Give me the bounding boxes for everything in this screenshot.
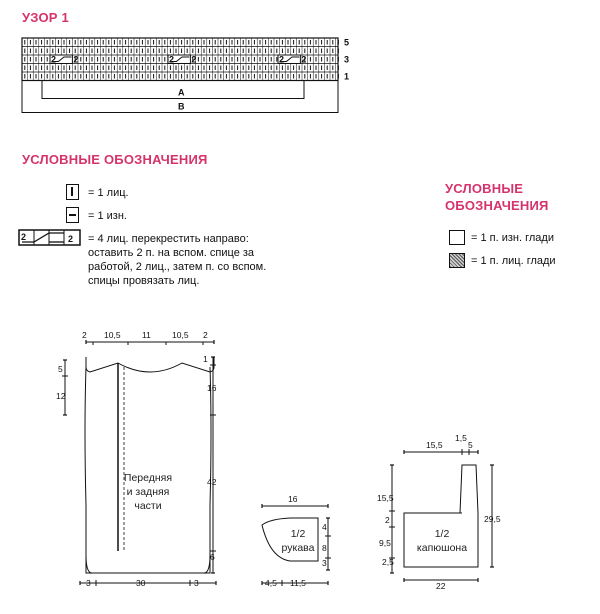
chart-row-number: 1	[344, 71, 350, 82]
cable-cross-symbol	[18, 229, 82, 247]
cable-cross-num: 2	[51, 54, 57, 65]
cable-cross-num: 2	[169, 54, 175, 65]
body-dim-top-2: 11	[142, 330, 151, 340]
knit-stitch-symbol	[66, 184, 79, 200]
body-label-2: и задняя	[126, 486, 170, 498]
stockinette-symbol	[449, 253, 465, 268]
body-dim-right-2: 42	[207, 477, 217, 487]
bracket-b-label: B	[178, 101, 185, 112]
cable-label-right: 2	[68, 234, 74, 244]
body-dim-bottom-2: 3	[194, 578, 199, 588]
cable-cross-num: 2	[279, 54, 285, 65]
body-dim-top-0: 2	[82, 330, 87, 340]
hood-label-1: 1/2	[434, 528, 450, 540]
body-piece-outline	[85, 357, 214, 573]
hood-dim-top-0: 15,5	[426, 440, 443, 450]
body-dim-bottom-1: 30	[136, 578, 146, 588]
chart-row-number: 5	[344, 37, 350, 48]
body-label-1: Передняя	[123, 472, 173, 484]
hood-dim-top-2: 5	[468, 440, 473, 450]
body-dim-top-4: 2	[203, 330, 208, 340]
legend2-title-line1: УСЛОВНЫЕ	[445, 181, 524, 196]
hood-dim-right: 29,5	[484, 514, 501, 524]
legend-cable-line1: = 4 лиц. перекрестить направо:	[88, 233, 249, 245]
cable-cross-num: 2	[191, 54, 197, 65]
legend2-title	[445, 180, 549, 214]
sleeve-label-2: рукава	[281, 542, 315, 554]
hood-label-2: капюшона	[416, 542, 468, 554]
hood-dim-left-1: 2	[385, 515, 390, 525]
legend-purl-text: = 1 изн.	[88, 210, 127, 222]
legend2-item1-text: = 1 п. изн. глади	[471, 232, 554, 244]
sleeve-dim-right-2: 3	[322, 558, 327, 568]
sleeve-label-1: 1/2	[290, 528, 306, 540]
body-dim-left-1: 12	[56, 391, 66, 401]
legend2-item2-text: = 1 п. лиц. глади	[471, 255, 556, 267]
body-dim-top-3: 10,5	[172, 330, 189, 340]
body-dim-right-0: 1	[203, 354, 208, 364]
hood-dim-bottom: 22	[436, 581, 446, 591]
body-dim-top-1: 10,5	[104, 330, 121, 340]
chart-row-number: 3	[344, 54, 350, 65]
body-label-3: части	[134, 500, 162, 512]
hood-dim-top-1: 1,5	[455, 433, 467, 443]
sleeve-dim-bottom-0: 4,5	[265, 578, 277, 588]
legend-knit-text: = 1 лиц.	[88, 187, 129, 199]
bracket-a-label: A	[178, 87, 185, 98]
hood-dim-left-3: 2,5	[382, 557, 394, 567]
legend-cable-line3: работой, 2 лиц., затем п. со вспом.	[88, 261, 267, 273]
pattern-title: УЗОР 1	[22, 10, 69, 25]
sleeve-dim-right-0: 4	[322, 522, 327, 532]
sleeve-dim-bottom-1: 11,5	[290, 578, 306, 588]
reverse-stockinette-symbol	[449, 230, 465, 245]
schematic	[0, 315, 600, 614]
body-dim-bottom-0: 3	[86, 578, 91, 588]
body-dim-right-1: 16	[207, 383, 217, 393]
cable-cross-num: 2	[73, 54, 79, 65]
legend2-title-line2: ОБОЗНАЧЕНИЯ	[445, 198, 549, 213]
hood-dim-left-2: 9,5	[379, 538, 391, 548]
hood-dim-left-0: 15,5	[377, 493, 394, 503]
body-dim-left-0: 5	[58, 364, 63, 374]
cable-cross-num: 2	[301, 54, 307, 65]
purl-stitch-symbol	[66, 207, 79, 223]
cable-label-left: 2	[21, 232, 27, 242]
legend-cable-text	[88, 232, 308, 288]
legend-cable-line4: спицы провязать лиц.	[88, 275, 200, 287]
sleeve-dim-top: 16	[288, 494, 298, 504]
pattern-chart	[0, 0, 600, 130]
legend-cable-line2: оставить 2 п. на вспом. спице за	[88, 247, 255, 259]
sleeve-dim-right-1: 8	[322, 543, 327, 553]
legend-title: УСЛОВНЫЕ ОБОЗНАЧЕНИЯ	[22, 152, 208, 167]
bracket-a	[42, 81, 304, 99]
body-dim-right-3: 6	[210, 552, 215, 562]
